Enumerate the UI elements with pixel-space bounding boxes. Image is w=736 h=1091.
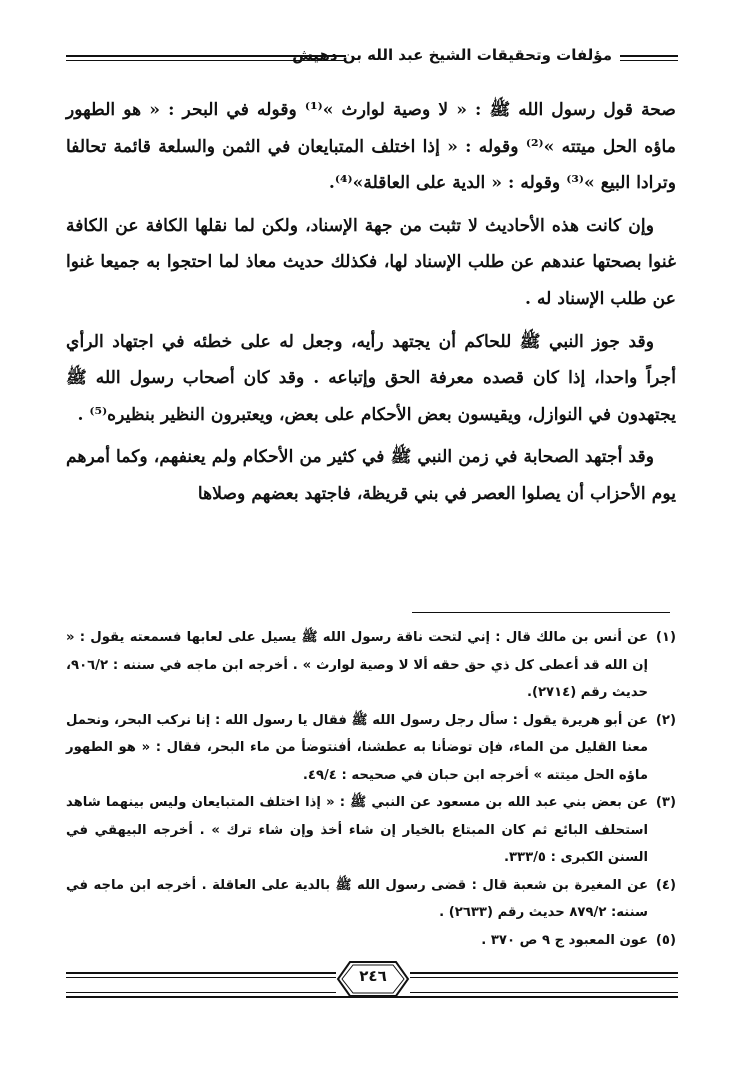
footnote (66, 624, 676, 707)
paragraph: وقد أجتهد الصحابة في زمن النبي ﷺ في كثير من الأحكام ولم يعنفهم، وكما أمرهم يوم الأحزاب أن يصلوا العصر في بني قريظة، فاجتهد بعضهم وصلاها (66, 447, 676, 504)
page-number: ٢٤٦ (359, 967, 387, 985)
footnote-number: (٥) (655, 932, 676, 948)
footnote-text: عون المعبود ج ٩ ص ٣٧٠ . (481, 932, 648, 948)
paragraph: صحة قول رسول الله ﷺ : « لا وصية لوارث »⁽¹⁾ وقوله في البحر : « هو الطهور ماؤه الحل ميتته »⁽²⁾ وقوله : « إذا اختلف المتبايعان في الثمن والسلعة قائمة تحالفا وترادا البيع »⁽³⁾ وقوله : « الدية على العاقلة»⁽⁴⁾. (66, 100, 676, 194)
footnote-text: عن المغيرة بن شعبة قال : قضى رسول الله ﷺ بالدية على العاقلة . أخرجه ابن ماجه في سننه: ٨٧٩/٢ حديث رقم (٢٦٣٣) . (66, 877, 648, 920)
footnote-number: (١) (655, 630, 676, 645)
header-title: مؤلفات وتحقيقات الشيخ عبد الله بن دهيش (292, 46, 612, 64)
running-header (66, 46, 678, 70)
paragraph: وإن كانت هذه الأحاديث لا تثبت من جهة الإسناد، ولكن لما نقلها الكافة عن الكافة غنوا بصحتها عندهم عن طلب الإسناد لها، فكذلك حديث معاذ لما احتجوا به جميعا غنوا عن طلب الإسناد له . (66, 215, 676, 309)
footnotes (66, 624, 676, 954)
footnote-number: (٤) (655, 877, 676, 893)
page-number-badge (336, 960, 410, 994)
footnote-separator (412, 612, 670, 613)
footnote-number: (٢) (655, 712, 676, 728)
footnote-text: عن أبو هريرة يقول : سأل رجل رسول الله ﷺ فقال يا رسول الله : إنا نركب البحر، ونحمل معنا القليل من الماء، فإن توضأنا به عطشنا، أفنتوضأ من ماء البحر، فقال : « هو الطهور ماؤه الحل ميتته » أخرجه ابن حبان في صحيحه : ٤٩/٤. (66, 712, 648, 783)
header-rule-right (620, 55, 678, 61)
footnote (66, 789, 676, 872)
footnote (66, 872, 676, 927)
main-text (66, 92, 676, 519)
footnote-text: عن أنس بن مالك قال : إني لتحت ناقة رسول الله ﷺ يسيل على لعابها فسمعته يقول : « إن الله قد أعطى كل ذي حق حقه ألا لا وصية لوارث » . أخرجه ابن ماجه في سننه : ٩٠٦/٢، حديث رقم (٢٧١٤). (66, 630, 648, 700)
paragraph: وقد جوز النبي ﷺ للحاكم أن يجتهد رأيه، وجعل له على خطئه في اجتهاد الرأي أجراً واحدا، إذا كان قصده معرفة الحق وإتباعه . وقد كان أصحاب رسول الله ﷺ يجتهدون في النوازل، ويقيسون بعض الأحكام على بعض، ويعتبرون النظير بنظيره⁽⁵⁾ . (66, 331, 676, 425)
footnote-text: عن بعض بني عبد الله بن مسعود عن النبي ﷺ : « إذا اختلف المتبايعان وليس بينهما شاهد استحلف البائع ثم كان المبتاع بالخيار إن شاء أخذ وإن شاء ترك » . أخرجه البيهقي في السنن الكبرى : ٣٣٣/٥. (66, 795, 648, 865)
footnote (66, 707, 676, 790)
footnote-number: (٣) (655, 795, 676, 810)
footnote (66, 927, 676, 955)
page-footer (66, 958, 678, 998)
